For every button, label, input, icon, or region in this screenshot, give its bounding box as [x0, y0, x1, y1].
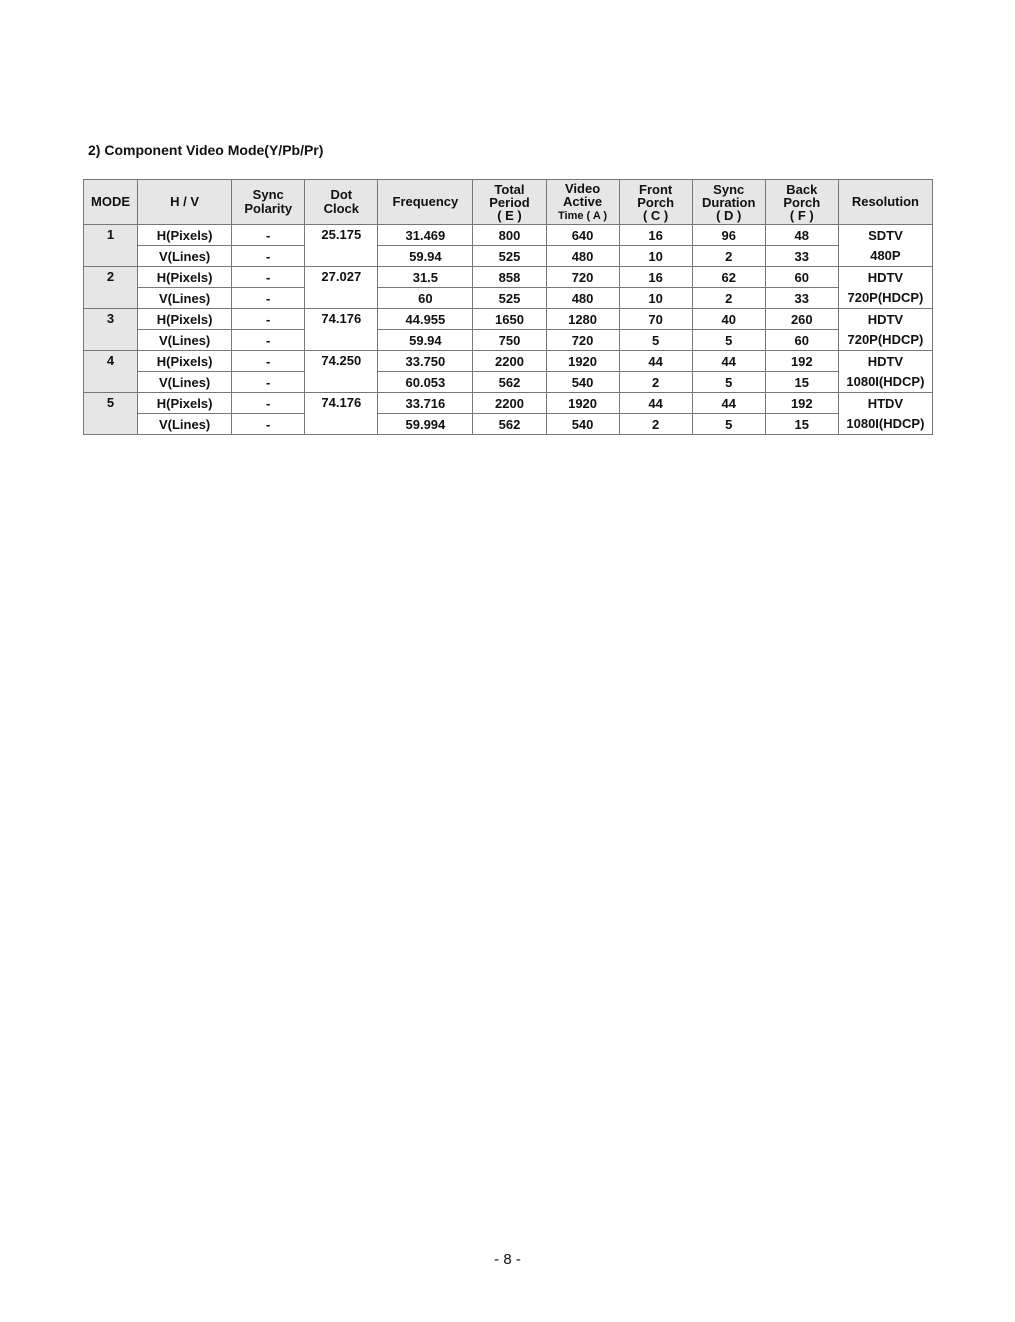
video-active-cell: 1920 — [546, 351, 619, 372]
back-porch-cell: 60 — [765, 330, 838, 351]
dot-clock-cell: 74.176 — [305, 309, 378, 351]
total-period-cell: 2200 — [473, 393, 546, 414]
mode-number: 1 — [84, 225, 138, 267]
header-sync-polarity: Sync Polarity — [232, 180, 305, 225]
frequency-cell: 33.716 — [378, 393, 473, 414]
sync-polarity-cell: - — [232, 393, 305, 414]
video-active-cell: 720 — [546, 267, 619, 288]
hv-cell: V(Lines) — [138, 414, 232, 435]
frequency-cell: 59.94 — [378, 246, 473, 267]
front-porch-cell: 44 — [619, 393, 692, 414]
front-porch-cell: 10 — [619, 246, 692, 267]
sync-polarity-cell: - — [232, 288, 305, 309]
sync-duration-cell: 5 — [692, 372, 765, 393]
total-period-cell: 2200 — [473, 351, 546, 372]
dot-clock-cell: 25.175 — [305, 225, 378, 267]
back-porch-cell: 33 — [765, 288, 838, 309]
sync-polarity-cell: - — [232, 246, 305, 267]
sync-duration-cell: 5 — [692, 330, 765, 351]
resolution-cell: HDTV — [838, 309, 932, 330]
mode-number: 2 — [84, 267, 138, 309]
table-row — [84, 246, 933, 267]
sync-duration-cell: 2 — [692, 288, 765, 309]
video-active-cell: 1920 — [546, 393, 619, 414]
hv-cell: H(Pixels) — [138, 267, 232, 288]
hv-cell: H(Pixels) — [138, 309, 232, 330]
table-row — [84, 393, 933, 414]
total-period-cell: 525 — [473, 288, 546, 309]
header-total-period: Total Period ( E ) — [473, 180, 546, 225]
sync-polarity-cell: - — [232, 351, 305, 372]
sync-duration-cell: 40 — [692, 309, 765, 330]
hv-cell: H(Pixels) — [138, 393, 232, 414]
table-row — [84, 351, 933, 372]
front-porch-cell: 2 — [619, 414, 692, 435]
mode-number: 4 — [84, 351, 138, 393]
total-period-cell: 562 — [473, 372, 546, 393]
header-mode: MODE — [84, 180, 138, 225]
back-porch-cell: 15 — [765, 414, 838, 435]
header-resolution: Resolution — [838, 180, 932, 225]
sync-duration-cell: 96 — [692, 225, 765, 246]
sync-duration-cell: 44 — [692, 351, 765, 372]
frequency-cell: 59.94 — [378, 330, 473, 351]
table-row — [84, 267, 933, 288]
mode-number: 3 — [84, 309, 138, 351]
table-row — [84, 330, 933, 351]
video-active-cell: 640 — [546, 225, 619, 246]
frequency-cell: 60.053 — [378, 372, 473, 393]
back-porch-cell: 192 — [765, 393, 838, 414]
table-row — [84, 288, 933, 309]
back-porch-cell: 60 — [765, 267, 838, 288]
total-period-cell: 562 — [473, 414, 546, 435]
total-period-cell: 750 — [473, 330, 546, 351]
table-row — [84, 309, 933, 330]
hv-cell: V(Lines) — [138, 372, 232, 393]
resolution-cell: HTDV — [838, 393, 932, 414]
total-period-cell: 800 — [473, 225, 546, 246]
header-hv: H / V — [138, 180, 232, 225]
video-active-cell: 480 — [546, 288, 619, 309]
resolution-cell: 1080I(HDCP) — [838, 414, 932, 435]
sync-duration-cell: 5 — [692, 414, 765, 435]
back-porch-cell: 48 — [765, 225, 838, 246]
header-row — [84, 180, 933, 225]
frequency-cell: 60 — [378, 288, 473, 309]
resolution-cell: 720P(HDCP) — [838, 330, 932, 351]
sync-duration-cell: 44 — [692, 393, 765, 414]
component-video-mode-table — [83, 179, 933, 435]
video-active-cell: 540 — [546, 372, 619, 393]
resolution-cell: 720P(HDCP) — [838, 288, 932, 309]
sync-polarity-cell: - — [232, 414, 305, 435]
sync-polarity-cell: - — [232, 309, 305, 330]
front-porch-cell: 70 — [619, 309, 692, 330]
video-active-cell: 480 — [546, 246, 619, 267]
back-porch-cell: 15 — [765, 372, 838, 393]
section-title: 2) Component Video Mode(Y/Pb/Pr) — [88, 142, 324, 158]
mode-number: 5 — [84, 393, 138, 435]
resolution-cell: 480P — [838, 246, 932, 267]
dot-clock-cell: 74.250 — [305, 351, 378, 393]
resolution-cell: HDTV — [838, 267, 932, 288]
sync-polarity-cell: - — [232, 372, 305, 393]
dot-clock-cell: 74.176 — [305, 393, 378, 435]
resolution-cell: SDTV — [838, 225, 932, 246]
table-row — [84, 225, 933, 246]
sync-polarity-cell: - — [232, 330, 305, 351]
total-period-cell: 858 — [473, 267, 546, 288]
table-row — [84, 414, 933, 435]
front-porch-cell: 44 — [619, 351, 692, 372]
header-video-active: Video Active Time ( A ) — [546, 180, 619, 225]
video-active-cell: 1280 — [546, 309, 619, 330]
resolution-cell: HDTV — [838, 351, 932, 372]
header-dot-clock: Dot Clock — [305, 180, 378, 225]
frequency-cell: 59.994 — [378, 414, 473, 435]
back-porch-cell: 33 — [765, 246, 838, 267]
back-porch-cell: 192 — [765, 351, 838, 372]
front-porch-cell: 16 — [619, 225, 692, 246]
hv-cell: V(Lines) — [138, 246, 232, 267]
hv-cell: V(Lines) — [138, 330, 232, 351]
resolution-cell: 1080I(HDCP) — [838, 372, 932, 393]
sync-duration-cell: 2 — [692, 246, 765, 267]
sync-polarity-cell: - — [232, 225, 305, 246]
front-porch-cell: 10 — [619, 288, 692, 309]
video-active-cell: 720 — [546, 330, 619, 351]
hv-cell: H(Pixels) — [138, 225, 232, 246]
front-porch-cell: 16 — [619, 267, 692, 288]
dot-clock-cell: 27.027 — [305, 267, 378, 309]
frequency-cell: 31.5 — [378, 267, 473, 288]
frequency-cell: 44.955 — [378, 309, 473, 330]
hv-cell: V(Lines) — [138, 288, 232, 309]
frequency-cell: 31.469 — [378, 225, 473, 246]
header-sync-duration: Sync Duration ( D ) — [692, 180, 765, 225]
back-porch-cell: 260 — [765, 309, 838, 330]
header-back-porch: Back Porch ( F ) — [765, 180, 838, 225]
total-period-cell: 1650 — [473, 309, 546, 330]
total-period-cell: 525 — [473, 246, 546, 267]
front-porch-cell: 2 — [619, 372, 692, 393]
page-number: - 8 - — [494, 1251, 521, 1268]
header-frequency: Frequency — [378, 180, 473, 225]
sync-duration-cell: 62 — [692, 267, 765, 288]
front-porch-cell: 5 — [619, 330, 692, 351]
sync-polarity-cell: - — [232, 267, 305, 288]
video-active-cell: 540 — [546, 414, 619, 435]
header-front-porch: Front Porch ( C ) — [619, 180, 692, 225]
frequency-cell: 33.750 — [378, 351, 473, 372]
table-row — [84, 372, 933, 393]
hv-cell: H(Pixels) — [138, 351, 232, 372]
